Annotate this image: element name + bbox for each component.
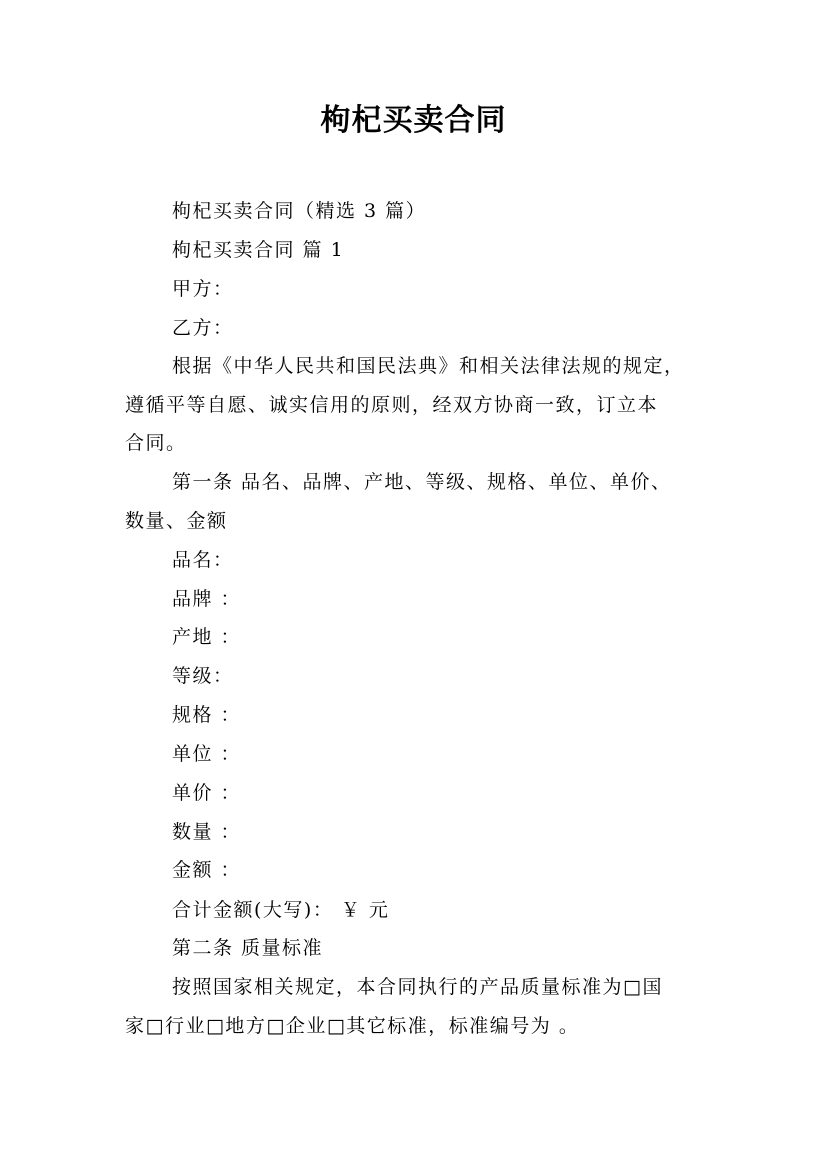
paragraph-line: 第二条 质量标准: [172, 937, 324, 959]
paragraph-line: 品牌 ：: [172, 588, 242, 610]
document-title: 枸杞买卖合同: [320, 103, 507, 138]
paragraph-line: 家□行业□地方□企业□其它标准，标准编号为 。: [125, 1015, 580, 1037]
paragraph-line: 根据《中华人民共和国民法典》和相关法律法规的规定，: [172, 355, 685, 377]
paragraph-line: 单价 ：: [172, 782, 242, 804]
paragraph-line: 第一条 品名、品牌、产地、等级、规格、单位、单价、: [172, 471, 672, 493]
paragraph-line: 品名：: [172, 549, 234, 571]
paragraph-line: 合计金额(大写)： ￥ 元: [172, 899, 390, 921]
paragraph-line: 合同。: [125, 432, 187, 454]
paragraph-line: 等级：: [172, 665, 234, 687]
paragraph-line: 数量、金额: [125, 510, 228, 532]
paragraph-line: 数量 ：: [172, 821, 242, 843]
paragraph-line: 单位 ：: [172, 743, 242, 765]
paragraph-line: 遵循平等自愿、诚实信用的原则，经双方协商一致，订立本: [125, 394, 659, 416]
paragraph-line: 规格 ：: [172, 704, 242, 726]
paragraph-line: 甲方：: [172, 278, 234, 300]
paragraph-line: 金额 ：: [172, 859, 242, 881]
paragraph-line: 乙方：: [172, 317, 234, 339]
paragraph-line: 按照国家相关规定，本合同执行的产品质量标准为□国: [172, 976, 663, 998]
paragraph-line: 产地 ：: [172, 626, 242, 648]
paragraph-line: 枸杞买卖合同 篇 1: [172, 239, 345, 261]
paragraph-line: 枸杞买卖合同（精选 3 篇）: [172, 200, 427, 222]
